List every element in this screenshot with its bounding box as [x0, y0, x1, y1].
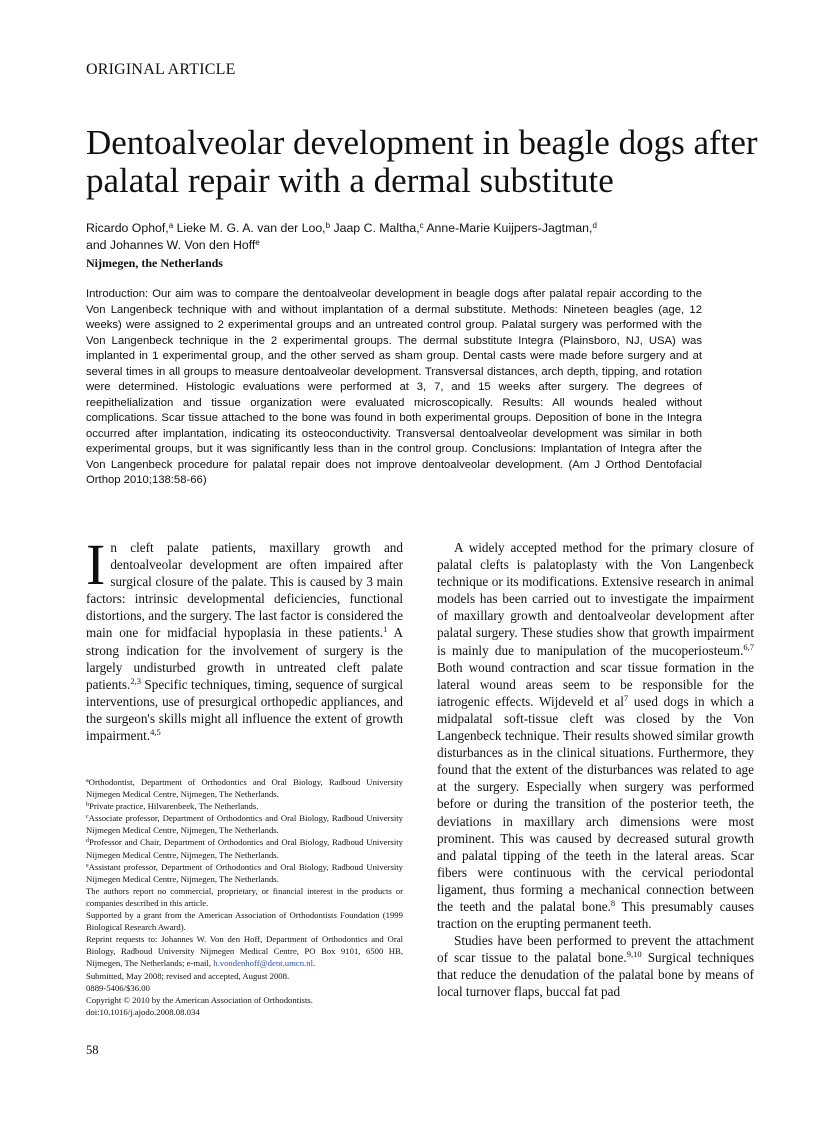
author-name: and Johannes W. Von den Hoff — [86, 238, 256, 252]
intro-paragraph — [86, 532, 404, 744]
footnote — [86, 836, 403, 860]
body-text: Studies have been performed to prevent the attachment of scar tissue to the palatal bone. — [437, 933, 754, 966]
drop-cap: I — [86, 532, 106, 597]
footnote-text: Private practice, Hilvarenbeek, The Netherlands. — [89, 801, 259, 812]
footnote — [86, 800, 403, 812]
author-name: Ricardo Ophof, — [86, 221, 169, 235]
affiliation-mark: c — [419, 221, 424, 230]
body-text: Both wound contraction and scar tissue formation in the lateral wound areas seem to be responsible for the iatrogenic effects. Wijdeveld et al — [437, 659, 754, 709]
author-list — [86, 220, 766, 254]
email-link[interactable]: h.vondenhoff@dent.umcn.nl — [213, 958, 313, 969]
author-name: Jaap C. Maltha, — [333, 221, 420, 235]
footnote-mark: a — [86, 778, 89, 784]
footnote-text: Orthodontist, Department of Orthodontics and Oral Biology, Radboud University Nijmegen Medical Centre, Nijmegen, The Netherlands. — [86, 777, 403, 800]
footnote-text: Copyright © 2010 by the American Association of Orthodontists. — [86, 994, 313, 1005]
body-text: A widely accepted method for the primary closure of palatal clefts is palatoplasty with the Von Langenbeck technique or its modifications. Extensive research in animal models has been carried out to investigate the impairment of maxillary growth and dentoalveolar development after palatal surgery. These studies show that growth impairment is mainly due to manipulation of the mucoperiosteum. — [437, 540, 754, 658]
footnote-text: . — [313, 958, 316, 969]
affiliation-mark: d — [592, 221, 597, 230]
footnote — [86, 970, 403, 982]
intro-text — [86, 532, 404, 744]
footnote — [86, 933, 403, 969]
body-text: Specific techniques, timing, sequence of surgical interventions, use of presurgical orthopedic appliances, and the surgeon's skills might all influence the extent of growth impairment. — [86, 676, 403, 744]
citation-ref[interactable]: 4,5 — [150, 727, 161, 738]
citation-ref[interactable]: 9,10 — [626, 949, 642, 960]
footnote — [86, 1006, 403, 1018]
footnotes — [86, 776, 403, 1018]
body-column-left — [86, 532, 404, 744]
page-number: 58 — [86, 1043, 99, 1057]
citation-ref[interactable]: 8 — [610, 897, 616, 908]
footnote — [86, 994, 403, 1006]
footnote — [86, 812, 403, 836]
body-paragraph — [437, 539, 754, 932]
body-text: Surgical techniques that reduce the denudation of the palatal bone by means of local turnover flaps, buccal fat pad — [437, 950, 754, 1000]
footnote-mark: c — [86, 814, 89, 821]
footnote — [86, 885, 403, 909]
footnote-mark: e — [86, 862, 89, 869]
footnote-mark: d — [86, 838, 89, 845]
footnote-text: 0889-5406/$36.00 — [86, 982, 150, 993]
footnote-text: Associate professor, Department of Orthodontics and Oral Biology, Radboud University Nijmegen Medical Centre, Nijmegen, The Netherlands. — [86, 813, 403, 836]
body-text: This presumably causes traction on the erupting permanent teeth. — [437, 898, 754, 932]
affiliation-mark: a — [168, 221, 174, 230]
footnote-text: Reprint requests to: Johannes W. Von den Hoff, Department of Orthodontics and Oral Biology, Radboud University Nijmegen Medical Centre, PO Box 9101, 6500 HB, Nijmegen, The Netherlands; e-mail, — [86, 934, 403, 969]
body-text: used dogs in which a midpalatal soft-tissue cleft was closed by the Von Langenbeck technique. Their results showed similar growth disturbances as in the clinical situations. Furthermore, they found that the extent of the disturbances was related to age at the surgery. Especially when surgery was performed before or during the transition of the posterior teeth, the deviations in maxillary arch dimensions were most prominent. This was caused by decreased sutural growth and palatal tipping of the teeth in the lateral areas. Scar fibers were continuous with the cervical periodontal ligament, thus forming a mechanical connection between the teeth and the palatal bone. — [437, 693, 754, 914]
citation-ref[interactable]: 6,7 — [743, 641, 754, 652]
citation-ref[interactable]: 2,3 — [130, 675, 141, 686]
article-title: Dentoalveolar development in beagle dogs after palatal repair with a dermal substitute — [86, 123, 758, 200]
footnote — [86, 776, 403, 800]
citation-ref[interactable]: 7 — [623, 692, 629, 703]
section-label: ORIGINAL ARTICLE — [86, 61, 236, 78]
footnote — [86, 909, 403, 933]
footnote-mark: b — [86, 802, 89, 809]
author-name: Lieke M. G. A. van der Loo, — [176, 221, 326, 235]
footnote-text: Supported by a grant from the American Association of Orthodontists Foundation (1999 Biological Research Award). — [86, 910, 403, 933]
affiliation-location: Nijmegen, the Netherlands — [86, 256, 223, 270]
body-text: A strong indication for the involvement of surgery is the largely undisturbed growth in untreated cleft palate patients. — [86, 625, 404, 692]
footnote-text: Professor and Chair, Department of Orthodontics and Oral Biology, Radboud University Nijmegen Medical Centre, Nijmegen, The Netherlands. — [86, 837, 403, 860]
body-column-right — [437, 539, 754, 1001]
footnote — [86, 861, 403, 885]
body-paragraph — [437, 932, 754, 1000]
author-name: Anne-Marie Kuijpers-Jagtman, — [426, 221, 593, 235]
affiliation-mark: b — [325, 221, 331, 230]
footnote-text: Submitted, May 2008; revised and accepted, August 2008. — [86, 970, 290, 981]
footnote-text: The authors report no commercial, proprietary, or financial interest in the products or companies described in this article. — [86, 885, 403, 908]
footnote-text: doi:10.1016/j.ajodo.2008.08.034 — [86, 1006, 200, 1017]
footnote — [86, 982, 403, 994]
footnote-text: Assistant professor, Department of Orthodontics and Oral Biology, Radboud University Nijmegen Medical Centre, Nijmegen, The Netherlands. — [86, 861, 403, 884]
body-text: n cleft palate patients, maxillary growth and dentoalveolar development are often impaired after surgical closure of the palate. This is caused by 3 main factors: intrinsic developmental deficiencies, functional distortions, and the surgery. The last factor is considered the main one for midfacial hypoplasia in these patients. — [86, 540, 403, 641]
abstract: Introduction: Our aim was to compare the dentoalveolar development in beagle dogs after palatal repair according to the Von Langenbeck technique with and without implantation of a dermal substitute. Methods: Nineteen beagles (age, 12 weeks) were assigned to 2 experimental groups and an untreated control group. Palatal surgery was performed with the Von Langenbeck technique in the 2 experimental groups. The dermal substitute Integra (Plainsboro, NJ, USA) was implanted in 1 experimental group, and the other served as sham group. Dental casts were made before surgery and at several times in all groups to measure dentoalveolar development. Transversal distances, arch depth, tipping, and rotation were determined. Histologic evaluations were performed at 3, 7, and 15 weeks after surgery. The degrees of reepithelialization and tissue organization were evaluated microscopically. Results: All wounds healed without complications. Scar tissue attached to the bone was found in both experimental groups. Deposition of bone in the Integra occurred after implantation, indicating its osteoconductivity. Transversal dentoalveolar development was similar in both experimental groups, but it was significantly less than in the control group. Conclusions: Implantation of Integra after the Von Langenbeck procedure for palatal repair does not improve dentoalveolar development. (Am J Orthod Dentofacial Orthop 2010;138:58-66) — [86, 288, 702, 486]
citation-ref[interactable]: 1 — [383, 624, 388, 635]
affiliation-mark: e — [255, 238, 260, 247]
